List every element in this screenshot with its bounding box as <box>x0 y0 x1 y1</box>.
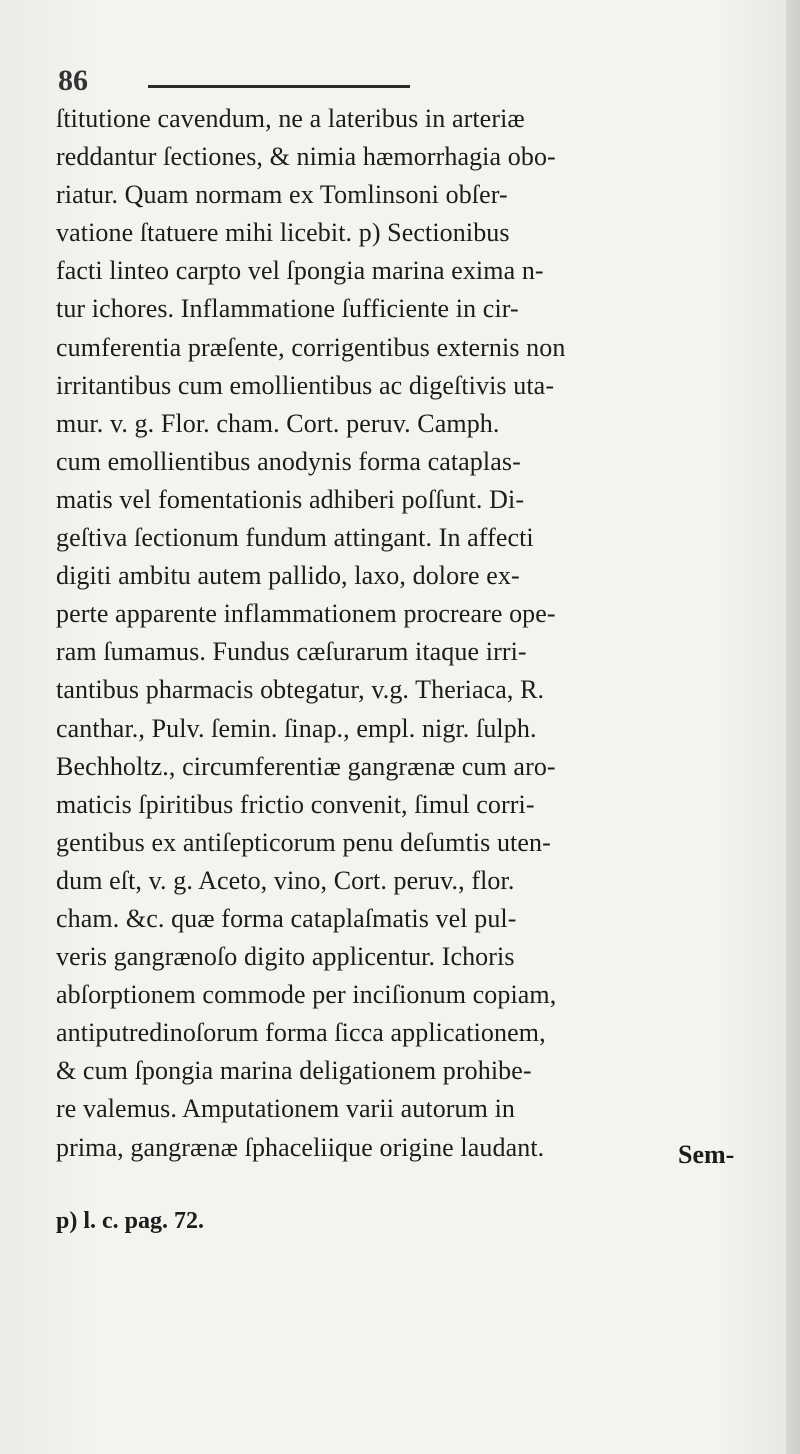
text-line: ram ſumamus. Fundus cæſurarum itaque irri- <box>56 637 527 667</box>
text-line: canthar., Pulv. ſemin. ſinap., empl. nigr. ſulph. <box>56 713 537 743</box>
text-line: matis vel fomentationis adhiberi poſſunt. Di- <box>56 484 525 514</box>
page-number: 86 <box>58 64 88 97</box>
text-line: cum emollientibus anodynis forma cataplas- <box>56 446 521 476</box>
text-line: gentibus ex antiſepticorum penu deſumtis uten- <box>56 827 551 857</box>
page-edge <box>786 0 800 1454</box>
text-line: dum eſt, v. g. Aceto, vino, Cort. peruv., flor. <box>56 865 515 895</box>
header-rule <box>148 85 410 88</box>
text-line: digiti ambitu autem pallido, laxo, dolore ex- <box>56 561 520 591</box>
body-text <box>56 100 776 1167</box>
text-line: Bechholtz., circumferentiæ gangrænæ cum aro- <box>56 751 556 781</box>
text-line: abſorptionem commode per inciſionum copiam, <box>56 980 557 1010</box>
text-line: ſtitutione cavendum, ne a lateribus in arteriæ <box>56 104 525 133</box>
text-line: tur ichores. Inflammatione ſufficiente in cir- <box>56 294 519 324</box>
catchword: Sem- <box>678 1140 735 1169</box>
text-line: reddantur ſectiones, & nimia hæmorrhagia obo- <box>56 142 556 172</box>
text-line: facti linteo carpto vel ſpongia marina exima n- <box>56 256 544 286</box>
footnote: p) l. c. pag. 72. <box>56 1208 205 1234</box>
text-line: veris gangrænoſo digito applicentur. Ichoris <box>56 942 515 972</box>
text-line: maticis ſpiritibus frictio convenit, ſimul corri- <box>56 789 535 819</box>
text-line: cham. &c. quæ forma cataplaſmatis vel pul- <box>56 903 517 933</box>
text-line: cumferentia præſente, corrigentibus externis non <box>56 332 566 362</box>
text-line: re valemus. Amputationem varii autorum in <box>56 1094 515 1124</box>
text-line: prima, gangrænæ ſphaceliique origine laudant. <box>56 1132 545 1162</box>
text-line: perte apparente inflammationem procreare ope- <box>56 599 556 629</box>
text-line: geſtiva ſectionum fundum attingant. In affecti <box>56 523 534 553</box>
text-line: antiputredinoſorum forma ſicca applicationem, <box>56 1018 546 1048</box>
text-line: & cum ſpongia marina deligationem prohibe- <box>56 1056 532 1086</box>
text-line: irritantibus cum emollientibus ac digeſtivis uta- <box>56 370 555 400</box>
text-line: vatione ſtatuere mihi licebit. p) Sectionibus <box>56 218 510 248</box>
text-line: mur. v. g. Flor. cham. Cort. peruv. Camph. <box>56 408 500 438</box>
text-line: tantibus pharmacis obtegatur, v.g. Theriaca, R. <box>56 675 545 705</box>
text-line: riatur. Quam normam ex Tomlinsoni obſer- <box>56 180 508 210</box>
